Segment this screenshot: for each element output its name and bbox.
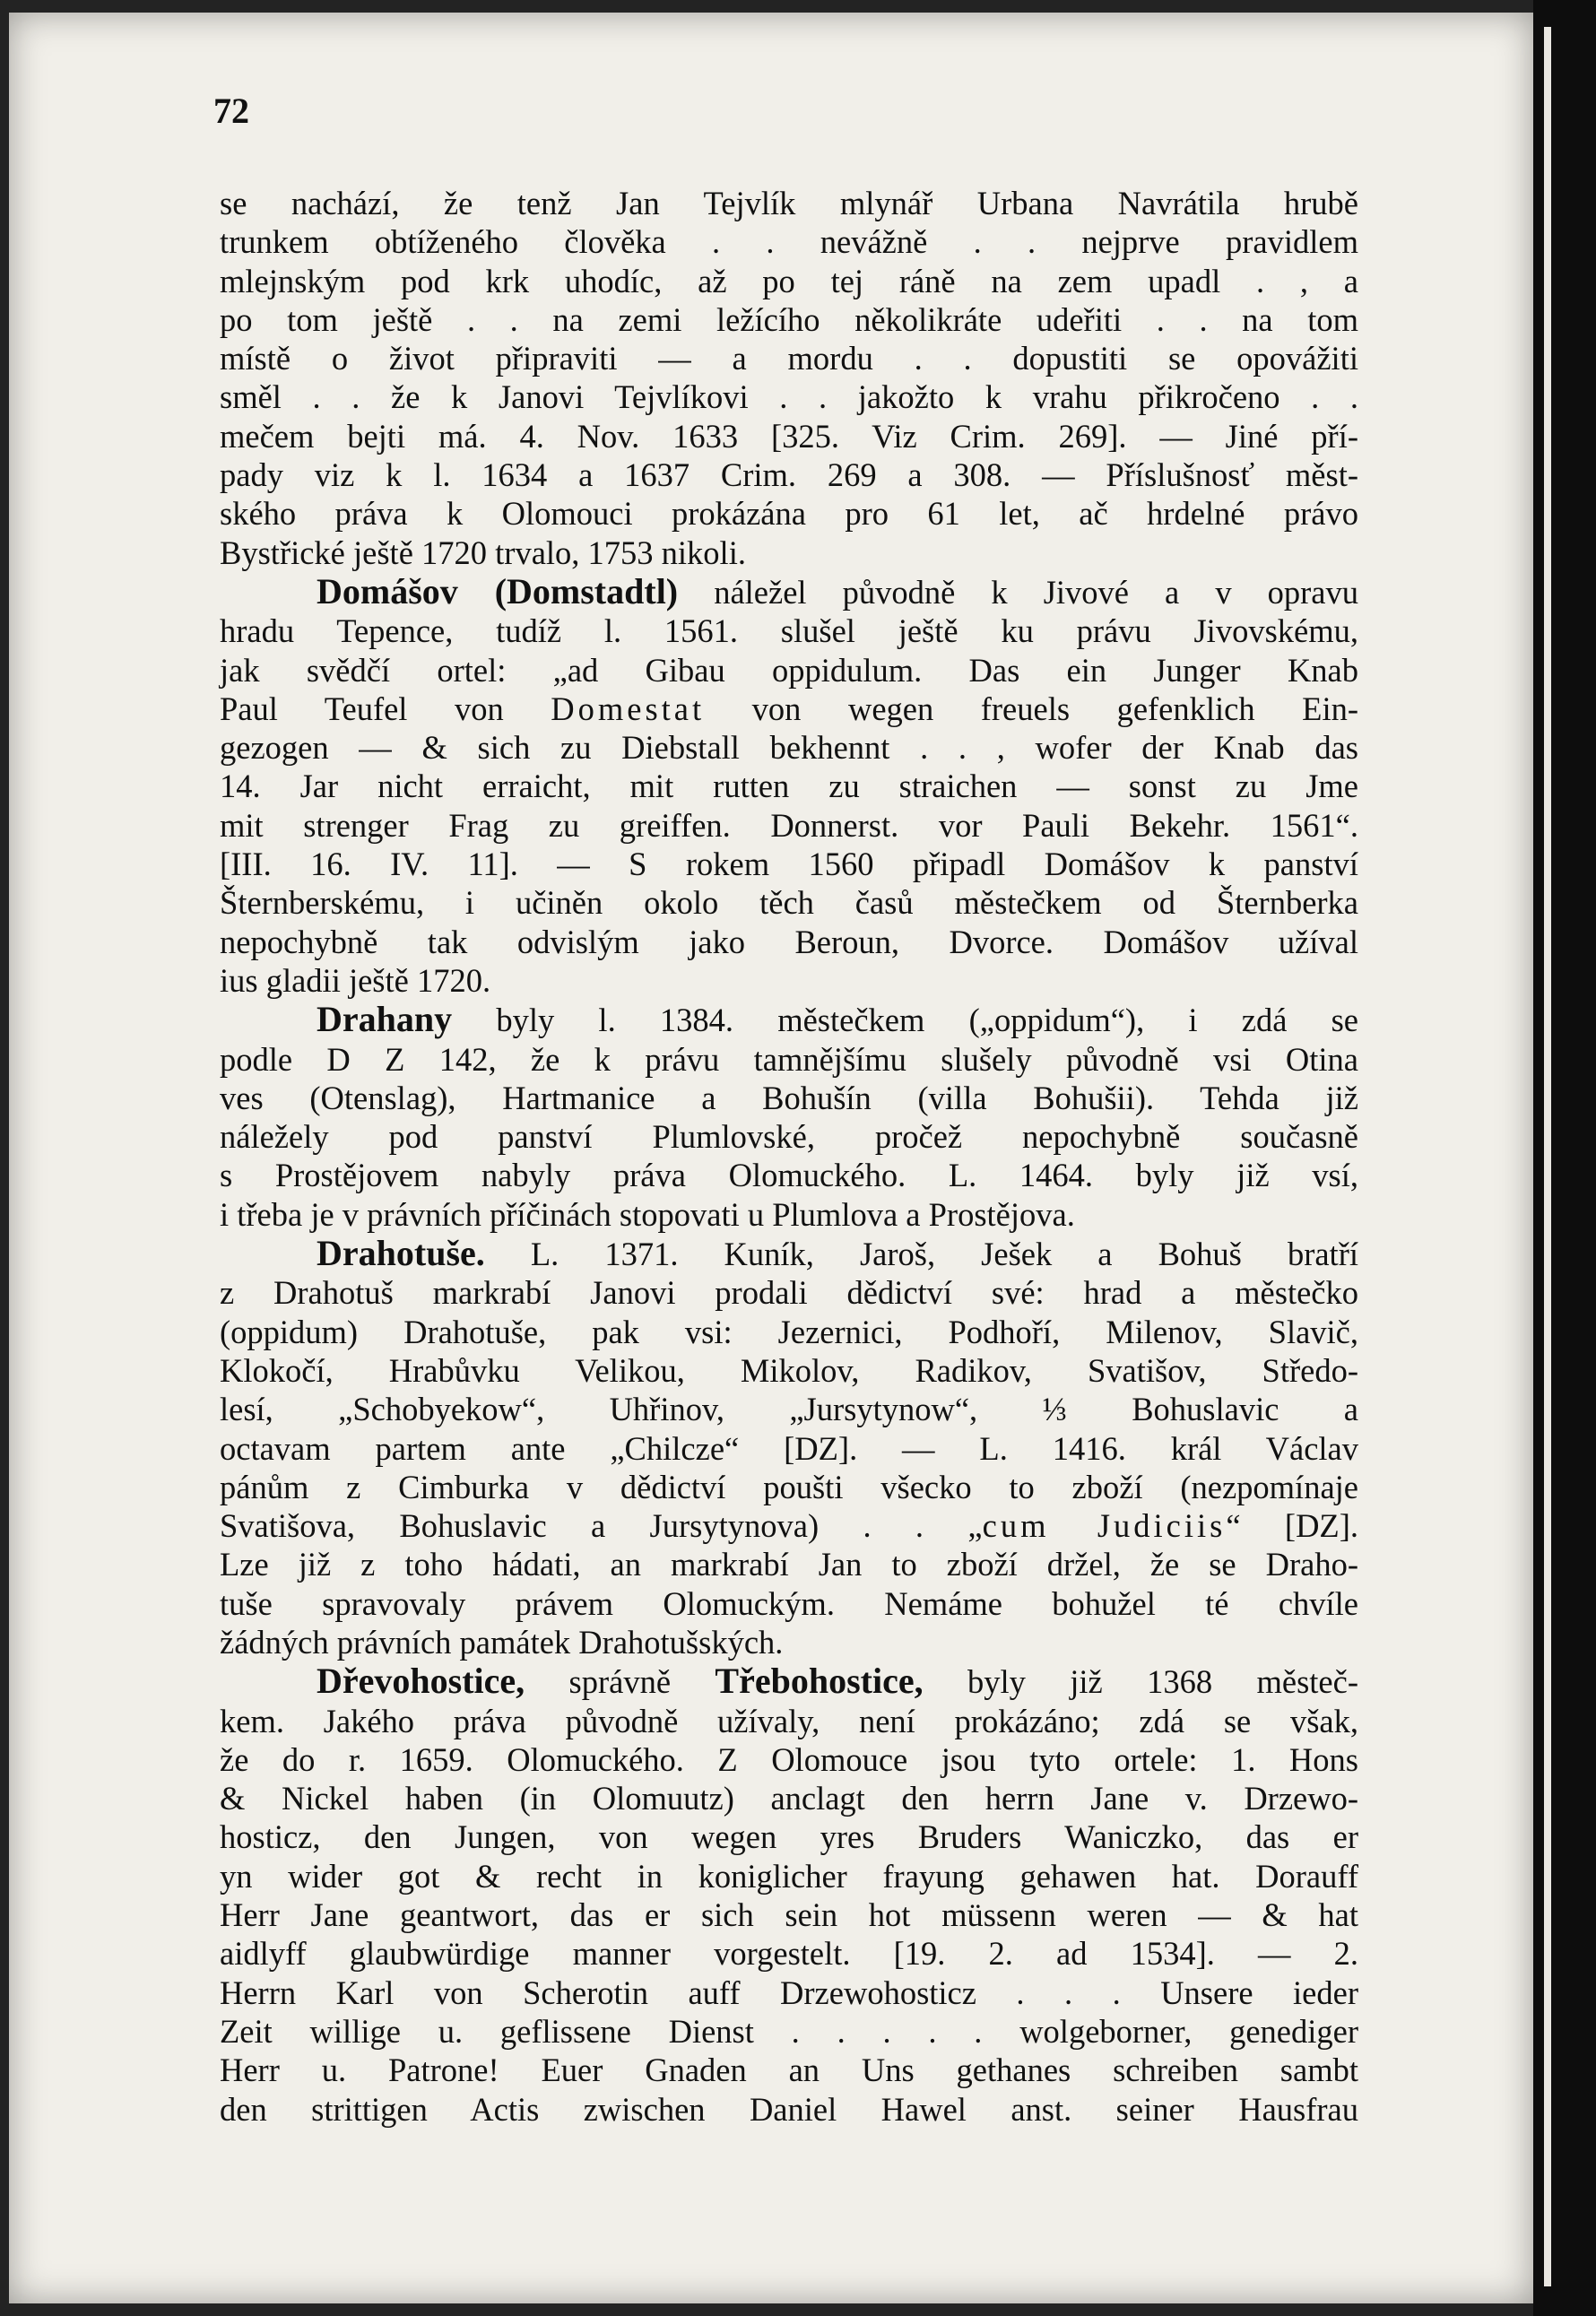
- text-line: [220, 1195, 1358, 1234]
- text-line: [220, 1545, 1358, 1583]
- entry-first-line: [220, 1234, 1358, 1273]
- text-line: [220, 184, 1358, 222]
- line-text: Bystřické ještě 1720 trvalo, 1753 nikoli.: [220, 533, 746, 571]
- line-text: yn wider got & recht in koniglicher frayung gehawen hat. Dorauff: [220, 1857, 1358, 1895]
- text-line: [220, 923, 1358, 961]
- line-text: pady viz k l. 1634 a 1637 Crim. 269 a 308. — Příslušnosť měst-: [220, 456, 1358, 494]
- text-line: [220, 1857, 1358, 1895]
- text-line: [220, 1156, 1358, 1194]
- text-line: [220, 767, 1358, 805]
- line-text: Herrn Karl von Scherotin auff Drzewohosticz . . . Unsere ieder: [220, 1973, 1358, 2011]
- line-text: ius gladii ještě 1720.: [220, 961, 491, 999]
- entry-headword: Domášov (Domstadtl): [317, 570, 679, 612]
- text-line: [220, 1117, 1358, 1156]
- line-text: mit strenger Frag zu greiffen. Donnerst. vor Pauli Bekehr. 1561“.: [220, 806, 1358, 844]
- line-text: “ [DZ].: [1226, 1507, 1359, 1545]
- text-line: [220, 1506, 1358, 1545]
- entry-first-line: [220, 572, 1358, 612]
- text-line: [220, 494, 1358, 533]
- text-line: [220, 377, 1358, 416]
- line-text: Zeit willige u. geflissene Dienst . . . . . wolgeborner, genediger: [220, 2012, 1358, 2050]
- line-text: Šternberskému, i učiněn okolo těch časů městečkem od Šternberka: [220, 884, 1358, 922]
- text-line: [220, 845, 1358, 883]
- text-line: [220, 728, 1358, 767]
- text-line: [220, 883, 1358, 922]
- line-text: Klokočí, Hrabůvku Velikou, Mikolov, Radikov, Svatišov, Středo-: [220, 1351, 1358, 1389]
- spaced-text: cum Judiciis: [982, 1507, 1227, 1545]
- line-text: Svatišova, Bohuslavic a Jursytynova) . . „: [220, 1507, 983, 1545]
- line-text: mlejnským pod krk uhodíc, až po tej ráně na zem upadl . , a: [220, 262, 1358, 299]
- text-line: [220, 1895, 1358, 1934]
- line-text: hradu Tepence, tudíž l. 1561. slušel ještě ku právu Jivovskému,: [220, 612, 1358, 650]
- line-text: s Prostějovem nabyly práva Olomuckého. L. 1464. byly již vsí,: [220, 1157, 1358, 1194]
- line-text: směl . . že k Janovi Tejvlíkovi . . jakožto k vrahu přikročeno . .: [220, 378, 1358, 416]
- text-line: [220, 2012, 1358, 2051]
- line-text: Herr Jane geantwort, das er sich sein hot müssenn weren — & hat: [220, 1896, 1358, 1934]
- text-line: [220, 417, 1358, 455]
- text-line: [220, 533, 1358, 572]
- body-text: [220, 184, 1358, 2129]
- scan-edge: [1533, 0, 1596, 2316]
- text-line: [220, 651, 1358, 690]
- text-line: [220, 2051, 1358, 2089]
- line-text: von wegen freuels gefenklich Ein-: [705, 690, 1358, 727]
- spaced-text: Domestat: [551, 690, 706, 727]
- line-text: & Nickel haben (in Olomuutz) anclagt den herrn Jane v. Drzewo-: [220, 1780, 1358, 1817]
- entry-headword: Drahany: [317, 999, 453, 1040]
- text-line: [220, 1934, 1358, 1973]
- line-text: (oppidum) Drahotuše, pak vsi: Jezernici, Podhoří, Milenov, Slavič,: [220, 1313, 1358, 1350]
- text-line: [220, 455, 1358, 494]
- entry-headword: Drahotuše.: [317, 1233, 485, 1274]
- text-line: [220, 262, 1358, 300]
- text-line: [220, 1429, 1358, 1468]
- line-text: gezogen — & sich zu Diebstall bekhennt . . , wofer der Knab das: [220, 729, 1358, 767]
- line-text: pánům z Cimburka v dědictví poušti všecko to zboží (nezpomínaje: [220, 1468, 1358, 1505]
- text-line: [220, 1973, 1358, 2012]
- line-text: Herr u. Patrone! Euer Gnaden an Uns gethanes schreiben sambt: [220, 2051, 1358, 2089]
- text-line: [220, 1273, 1358, 1312]
- line-text: tuše spravovaly právem Olomuckým. Nemáme bohužel té chvíle: [220, 1584, 1358, 1622]
- line-text: mečem bejti má. 4. Nov. 1633 [325. Viz Crim. 269]. — Jiné pří-: [220, 417, 1358, 455]
- line-text: L. 1371. Kuník, Jaroš, Ješek a Bohuš bratří: [484, 1236, 1358, 1273]
- line-text: lesí, „Schobyekow“, Uhřinov, „Jursytynow“, ⅓ Bohuslavic a: [220, 1391, 1358, 1428]
- text-line: [220, 1817, 1358, 1856]
- line-text: i třeba je v právních příčinách stopovati u Plumlova a Prostějova.: [220, 1195, 1075, 1233]
- text-line: [220, 1079, 1358, 1117]
- line-text: po tom ještě . . na zemi ležícího několikráte udeřiti . . na tom: [220, 300, 1358, 338]
- text-line: [220, 1351, 1358, 1390]
- line-text: aidlyff glaubwürdige manner vorgestelt. [19. 2. ad 1534]. — 2.: [220, 1935, 1358, 1973]
- line-text: nepochybně tak odvislým jako Beroun, Dvorce. Domášov užíval: [220, 923, 1358, 960]
- line-text: hosticz, den Jungen, von wegen yres Bruders Waniczko, das er: [220, 1818, 1358, 1856]
- text-line: [220, 1702, 1358, 1740]
- line-text: žádných právních památek Drahotušských.: [220, 1623, 784, 1661]
- entry-first-line: [220, 1000, 1358, 1039]
- entry-headword: Dřevohostice,: [317, 1661, 525, 1702]
- text-line: [220, 1390, 1358, 1428]
- line-text: Paul Teufel von: [220, 690, 551, 727]
- line-text: [III. 16. IV. 11]. — S rokem 1560 připadl Domášov k panství: [220, 846, 1358, 883]
- text-line: [220, 1740, 1358, 1779]
- line-text: octavam partem ante „Chilcze“ [DZ]. — L. 1416. král Václav: [220, 1429, 1358, 1467]
- text-line: [220, 1779, 1358, 1817]
- line-text: Lze již z toho hádati, an markrabí Jan to zboží držel, že se Draho-: [220, 1546, 1358, 1583]
- line-text: byly l. 1384. městečkem („oppidum“), i zdá se: [452, 1002, 1358, 1039]
- entry-first-line: [220, 1661, 1358, 1701]
- line-text: kem. Jakého práva původně užívaly, není prokázáno; zdá se však,: [220, 1702, 1358, 1739]
- line-text: jak svědčí ortel: „ad Gibau oppidulum. Das ein Junger Knab: [220, 651, 1358, 689]
- text-line: [220, 300, 1358, 339]
- text-line: [220, 612, 1358, 650]
- text-line: [220, 961, 1358, 1000]
- entry-headword: Třebohostice,: [715, 1661, 924, 1702]
- line-text: podle D Z 142, že k právu tamnějšímu slušely původně vsi Otina: [220, 1040, 1358, 1078]
- line-text: byly již 1368 městeč-: [923, 1663, 1358, 1701]
- line-text: se nachází, že tenž Jan Tejvlík mlynář Urbana Navrátila hrubě: [220, 185, 1358, 221]
- text-line: [220, 690, 1358, 728]
- text-line: [220, 339, 1358, 377]
- text-line: [220, 1040, 1358, 1079]
- text-line: [220, 1313, 1358, 1351]
- line-text: že do r. 1659. Olomuckého. Z Olomouce jsou tyto ortele: 1. Hons: [220, 1740, 1358, 1778]
- line-text: ského práva k Olomouci prokázána pro 61 let, ač hrdelné právo: [220, 495, 1358, 533]
- line-text: správně: [525, 1663, 716, 1701]
- text-line: [220, 806, 1358, 845]
- text-line: [220, 1584, 1358, 1623]
- text-line: [220, 2090, 1358, 2129]
- adjacent-page-edge: [1544, 27, 1551, 2286]
- text-line: [220, 1623, 1358, 1661]
- text-line: [220, 1468, 1358, 1506]
- line-text: místě o život připraviti — a mordu . . dopustiti se opovážiti: [220, 340, 1358, 377]
- line-text: náležel původně k Jivové a v opravu: [678, 573, 1359, 611]
- line-text: den strittigen Actis zwischen Daniel Hawel anst. seiner Hausfrau: [220, 2090, 1358, 2128]
- line-text: náležely pod panství Plumlovské, pročež nepochybně současně: [220, 1118, 1358, 1156]
- text-line: [220, 222, 1358, 261]
- line-text: ves (Otenslag), Hartmanice a Bohušín (villa Bohušii). Tehda již: [220, 1079, 1358, 1116]
- line-text: trunkem obtíženého člověka . . nevážně . . nejprve pravidlem: [220, 223, 1358, 261]
- line-text: z Drahotuš markrabí Janovi prodali dědictví své: hrad a městečko: [220, 1274, 1358, 1312]
- page-number: 72: [213, 91, 249, 131]
- line-text: 14. Jar nicht erraicht, mit rutten zu straichen — sonst zu Jme: [220, 768, 1358, 805]
